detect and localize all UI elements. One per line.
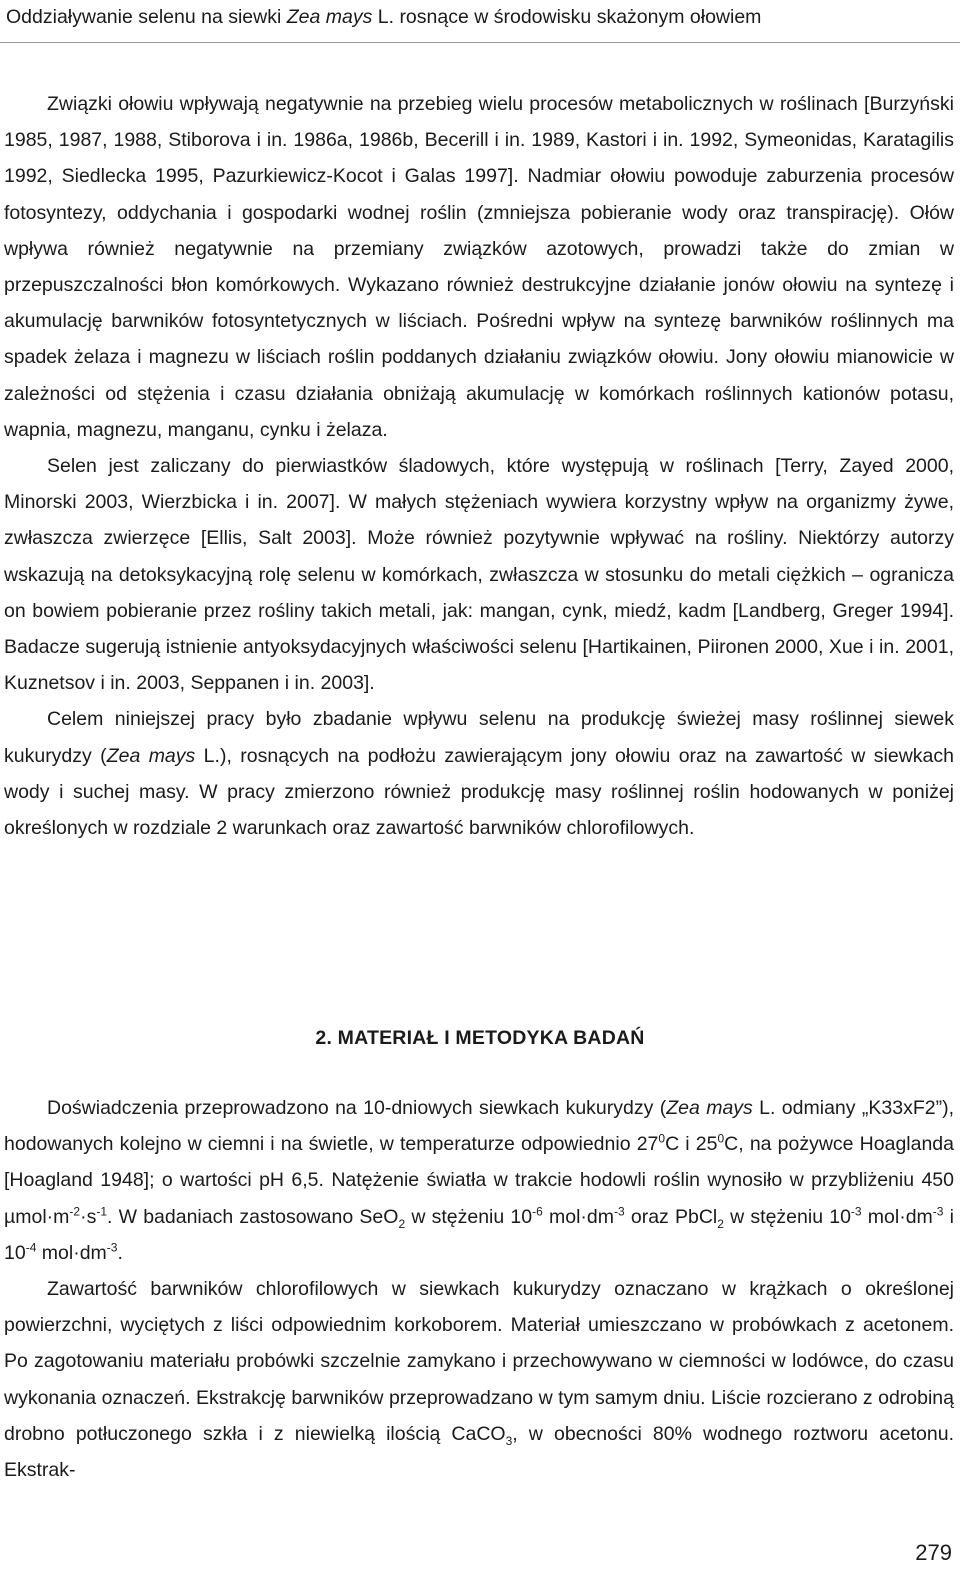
page-number: 279 [915, 1540, 952, 1565]
paragraph: Celem niniejszej pracy było zbadanie wpływu selenu na produkcję świeżej masy roślinnej siewek kukurydzy (Zea mays L.), rosnących na podłożu zawierającym jony ołowiu oraz na zawartość w siewkach wody i suchej masy. W pracy zmierzono również produkcję masy roślinnej roślin hodowanych w poniżej określonych w rozdziale 2 warunkach oraz zawartość barwników chlorofilowych. [4, 708, 954, 840]
running-header: Oddziaływanie selenu na siewki Zea mays L. rosnące w środowisku skażonym ołowiem [6, 6, 762, 28]
paragraph: Doświadczenia przeprowadzono na 10-dniowych siewkach kukurydzy (Zea mays L. odmiany „K33xF2”), hodowanych kolejno w ciemni i na świetle, w temperaturze odpowiednio $27^0C$ i $25^0C$, na pożywce Hoaglanda [Hoagland 1948]; o wartości pH 6,5. Natężenie światła w trakcie hodowli roślin wynosiło w przybliżeniu 450 $\mu mol\cdot m^{-2}\cdot s^{-1}$. W badaniach zastosowano SeO$_2$ w stężeniu $10^{-6}$ $mol\cdot dm^{-3}$ oraz PbCl$_2$ w stężeniu $10^{-3}$ $mol\cdot dm^{-3}$ i $10^{-4}$ $mol\cdot dm^{-3}$. [4, 1097, 954, 1264]
paragraph: Zawartość barwników chlorofilowych w siewkach kukurydzy oznaczano w krążkach o określonej powierzchni, wyciętych z liści odpowiednim korkoborem. Materiał umieszczano w probówkach z acetonem. Po zagotowaniu materiału probówki szczelnie zamykano i przechowywano w ciemności w lodówce, do czasu wykonania oznaczeń. Ekstrakcję barwników przeprowadzano w tym samym dniu. Liście rozcierano z odrobiną drobno potłuczonego szkła i z niewielką ilością CaCO$_3$, w obecności 80% wodnego roztworu acetonu. Ekstrak- [4, 1278, 954, 1482]
header-divider [0, 42, 960, 43]
paragraph: Związki ołowiu wpływają negatywnie na przebieg wielu procesów metabolicznych w roślinach [Burzyński 1985, 1987, 1988, Stiborova i in. 1986a, 1986b, Becerill i in. 1989, Kastori i in. 1992, Symeonidas, Karatagilis 1992, Siedlecka 1995, Pazurkiewicz-Kocot i Galas 1997]. Nadmiar ołowiu powoduje zaburzenia procesów fotosyntezy, oddychania i gospodarki wodnej roślin (zmniejsza pobieranie wody oraz transpirację). Ołów wpływa również negatywnie na przemiany związków azotowych, prowadzi także do zmian w przepuszczalności błon komórkowych. Wykazano również destrukcyjne działanie jonów ołowiu na syntezę i akumulację barwników fotosyntetycznych w liściach. Pośredni wpływ na syntezę barwników roślinnych ma spadek żelaza i magnezu w liściach roślin poddanych działaniu związków ołowiu. Jony ołowiu mianowicie w zależności od stężenia i czasu działania obniżają akumulację w komórkach roślinnych kationów potasu, wapnia, magnezu, manganu, cynku i żelaza. [4, 93, 954, 441]
species-name: Zea mays [286, 6, 373, 28]
methods-text [4, 1090, 954, 1488]
section-heading: 2. MATERIAŁ I METODYKA BADAŃ [315, 1027, 645, 1049]
introduction-text [4, 86, 954, 846]
paragraph: Selen jest zaliczany do pierwiastków śladowych, które występują w roślinach [Terry, Zayed 2000, Minorski 2003, Wierzbicka i in. 2007]. W małych stężeniach wywiera korzystny wpływ na organizmy żywe, zwłaszcza zwierzęce [Ellis, Salt 2003]. Może również pozytywnie wpływać na rośliny. Niektórzy autorzy wskazują na detoksykacyjną rolę selenu w komórkach, zwłaszcza w stosunku do metali ciężkich – ogranicza on bowiem pobieranie przez rośliny takich metali, jak: mangan, cynk, miedź, kadm [Landberg, Greger 1994]. Badacze sugerują istnienie antyoksydacyjnych właściwości selenu [Hartikainen, Piironen 2000, Xue i in. 2001, Kuznetsov i in. 2003, Seppanen i in. 2003]. [4, 455, 954, 695]
